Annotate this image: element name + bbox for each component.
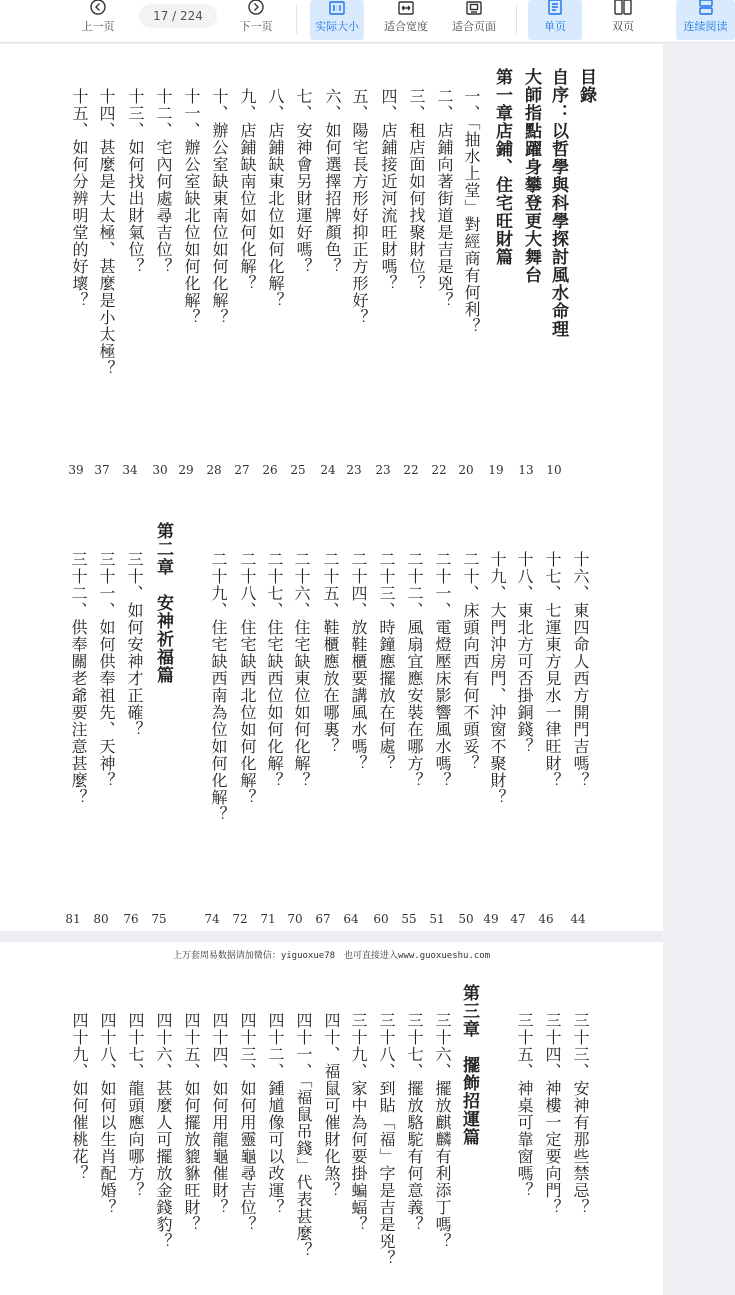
toc-page-number: 81 [65,912,81,926]
chevron-left-circle-icon [89,0,107,15]
prev-page-label: 上一页 [81,20,115,33]
toc-page-number: 80 [93,912,109,926]
single-page-icon [546,0,564,15]
toc-title: 目錄 [576,68,596,104]
toc-page-number: 70 [287,912,303,926]
toc-item[interactable]: 二、店鋪向著街道是吉是兇？ [435,88,454,309]
toc-item[interactable]: 七、安神會另財運好嗎？ [294,88,313,275]
actual-size-button[interactable] [310,0,364,40]
fit-page-label: 适合页面 [452,20,496,33]
toc-item[interactable]: 十二、宅內何處尋吉位？ [154,88,173,275]
toc-item[interactable]: 十九、大門沖房門、沖窗不聚財？ [488,551,507,806]
toc-page-number: 10 [546,463,562,477]
toc-page-number: 75 [151,912,167,926]
toc-item[interactable]: 二十七、住宅缺西位如何化解？ [265,551,284,789]
next-page-button[interactable] [236,0,276,40]
toc-item[interactable]: 二十六、住宅缺東位如何化解？ [292,551,311,789]
toc-item[interactable]: 一、「抽水上堂」對經商有何利？ [462,88,481,335]
toc-page-number: 55 [401,912,417,926]
toc-item[interactable]: 四十四、如何用龍龜催財？ [210,1012,229,1216]
toc-page-number: 25 [290,463,306,477]
toc-intro[interactable]: 大師指點躍身攀登更大舞台 [521,68,541,284]
toc-item[interactable]: 三十三、安神有那些禁忌？ [571,1012,590,1216]
toc-page-number: 47 [510,912,526,926]
toc-item[interactable]: 四十六、甚麼人可擺放金錢豹？ [154,1012,173,1250]
document-page [0,942,663,1295]
toc-page-number: 60 [373,912,389,926]
toc-page-number: 46 [538,912,554,926]
toc-item[interactable]: 二十八、住宅缺西北位如何化解？ [238,551,257,806]
toc-item[interactable]: 四十一、「福鼠吊錢」代表甚麼？ [294,1012,313,1259]
toc-item[interactable]: 十三、如何找出財氣位？ [126,88,145,275]
toc-chapter-3[interactable]: 第三章 擺飾招運篇 [459,984,479,1146]
continuous-reading-button[interactable] [676,0,735,40]
toolbar-divider [296,4,297,34]
toc-item[interactable]: 三十九、家中為何要掛蝙蝠？ [349,1012,368,1233]
fit-width-button[interactable] [379,0,433,40]
continuous-reading-label: 连续阅读 [683,20,728,33]
toc-item[interactable]: 五、陽宅長方形好抑正方形好？ [350,88,369,326]
toc-item[interactable]: 十七、七運東方見水一律旺財？ [543,551,562,789]
toc-item[interactable]: 四十七、龍頭應向哪方？ [126,1012,145,1199]
toc-item[interactable]: 二十一、電燈壓床影響風水嗎？ [433,551,452,789]
toc-chapter-2[interactable]: 第二章 安神祈福篇 [153,522,173,684]
toc-item[interactable]: 三十七、擺放駱駝有何意義？ [405,1012,424,1233]
toc-item[interactable]: 二十五、鞋櫃應放在哪裏？ [321,551,340,755]
toc-page-number: 74 [204,912,220,926]
toc-item[interactable]: 三十四、神樓一定要向門？ [543,1012,562,1216]
actual-size-label: 实际大小 [315,20,359,33]
fit-page-icon [465,0,483,15]
toc-item[interactable]: 三十、如何安神才正確？ [125,551,144,738]
toc-page-number: 19 [488,463,504,477]
toc-page-number: 23 [375,463,391,477]
single-page-button[interactable] [528,0,582,40]
toc-item[interactable]: 三十五、神桌可靠窗嗎？ [515,1012,534,1199]
toc-item[interactable]: 四、店鋪接近河流旺財嗎？ [379,88,398,292]
viewer-side-area [663,43,735,1295]
viewer-toolbar [0,0,735,43]
double-page-label: 双页 [612,20,634,33]
fit-width-label: 适合宽度 [384,20,428,33]
toc-item[interactable]: 二十九、住宅缺西南為位如何化解？ [209,551,228,823]
double-page-button[interactable] [596,0,650,40]
toc-page-number: 37 [94,463,110,477]
toc-preface[interactable]: 自序：以哲學與科學探討風水命理 [548,68,568,338]
toc-item[interactable]: 二十二、風扇宜應安裝在哪方？ [405,551,424,789]
toc-item[interactable]: 四十二、鍾馗像可以改運？ [266,1012,285,1216]
continuous-reading-icon [697,0,715,15]
toc-page-number: 26 [262,463,278,477]
toc-item[interactable]: 三十八、到貼「福」字是吉是兇？ [377,1012,396,1267]
toc-item[interactable]: 三、租店面如何找聚財位？ [407,88,426,292]
toc-item[interactable]: 十五、如何分辨明堂的好壞？ [70,88,89,309]
toc-page-number: 51 [429,912,445,926]
toc-item[interactable]: 十八、東北方可否掛銅錢？ [515,551,534,755]
toolbar-divider [516,4,517,34]
toc-item[interactable]: 二十三、時鐘應擺放在何處？ [377,551,396,772]
chevron-right-circle-icon [247,0,265,15]
toc-page-number: 50 [458,912,474,926]
toc-item[interactable]: 八、店鋪缺東北位如何化解？ [266,88,285,309]
toc-item[interactable]: 十六、東四命人西方開門吉嗎？ [571,551,590,789]
toc-item[interactable]: 四十五、如何擺放貔貅旺財？ [182,1012,201,1233]
toc-page-number: 30 [152,463,168,477]
toc-page-number: 28 [206,463,222,477]
page-indicator[interactable]: 17 / 224 [139,4,217,28]
toc-page-number: 23 [346,463,362,477]
toc-item[interactable]: 四十、福鼠可催財化煞？ [322,1012,341,1199]
actual-size-icon [328,0,346,15]
toc-item[interactable]: 四十九、如何催桃花？ [70,1012,89,1182]
toc-item[interactable]: 十、辦公室缺東南位如何化解？ [210,88,229,326]
toc-page-number: 34 [122,463,138,477]
toc-chapter-1[interactable]: 第一章店鋪、住宅旺財篇 [492,68,512,266]
toc-page-number: 29 [178,463,194,477]
toc-page-number: 24 [320,463,336,477]
double-page-icon [614,0,632,15]
toc-item[interactable]: 四十八、如何以生肖配婚？ [98,1012,117,1216]
toc-item[interactable]: 三十二、供奉關老爺要注意甚麼？ [69,551,88,806]
toc-page-number: 22 [403,463,419,477]
toc-page-number: 13 [518,463,534,477]
toc-item[interactable]: 二十、床頭向西有何不頭妥？ [461,551,480,772]
toc-item[interactable]: 三十一、如何供奉祖先、天神？ [97,551,116,789]
toc-item[interactable]: 三十六、擺放麒麟有利添丁嗎？ [433,1012,452,1250]
toc-item[interactable]: 六、如何選擇招牌顏色？ [323,88,342,275]
toc-item[interactable]: 四十三、如何用靈龜尋吉位？ [238,1012,257,1233]
toc-page-number: 76 [123,912,139,926]
prev-page-button[interactable] [78,0,118,40]
toc-item[interactable]: 十一、辦公室缺北位如何化解？ [182,88,201,326]
next-page-label: 下一页 [239,20,273,33]
fit-width-icon [397,0,415,15]
toc-item[interactable]: 九、店鋪缺南位如何化解？ [238,88,257,292]
single-page-label: 单页 [544,20,566,33]
toc-page-number: 49 [483,912,499,926]
fit-page-button[interactable] [447,0,501,40]
toc-page-number: 22 [431,463,447,477]
toc-page-number: 72 [232,912,248,926]
document-page [0,44,663,931]
toc-page-number: 67 [315,912,331,926]
watermark-text: 上万套周易数据请加微信：yiguoxue78 也可直接进入www.guoxueshu.com [172,951,491,961]
toc-page-number: 44 [570,912,586,926]
toc-page-number: 27 [234,463,250,477]
toc-page-number: 20 [458,463,474,477]
toc-item[interactable]: 二十四、放鞋櫃要講風水嗎？ [349,551,368,772]
toc-page-number: 39 [68,463,84,477]
toc-page-number: 64 [343,912,359,926]
toc-item[interactable]: 十四、甚麼是大太極、甚麼是小太極？ [97,88,116,377]
toc-page-number: 71 [260,912,276,926]
